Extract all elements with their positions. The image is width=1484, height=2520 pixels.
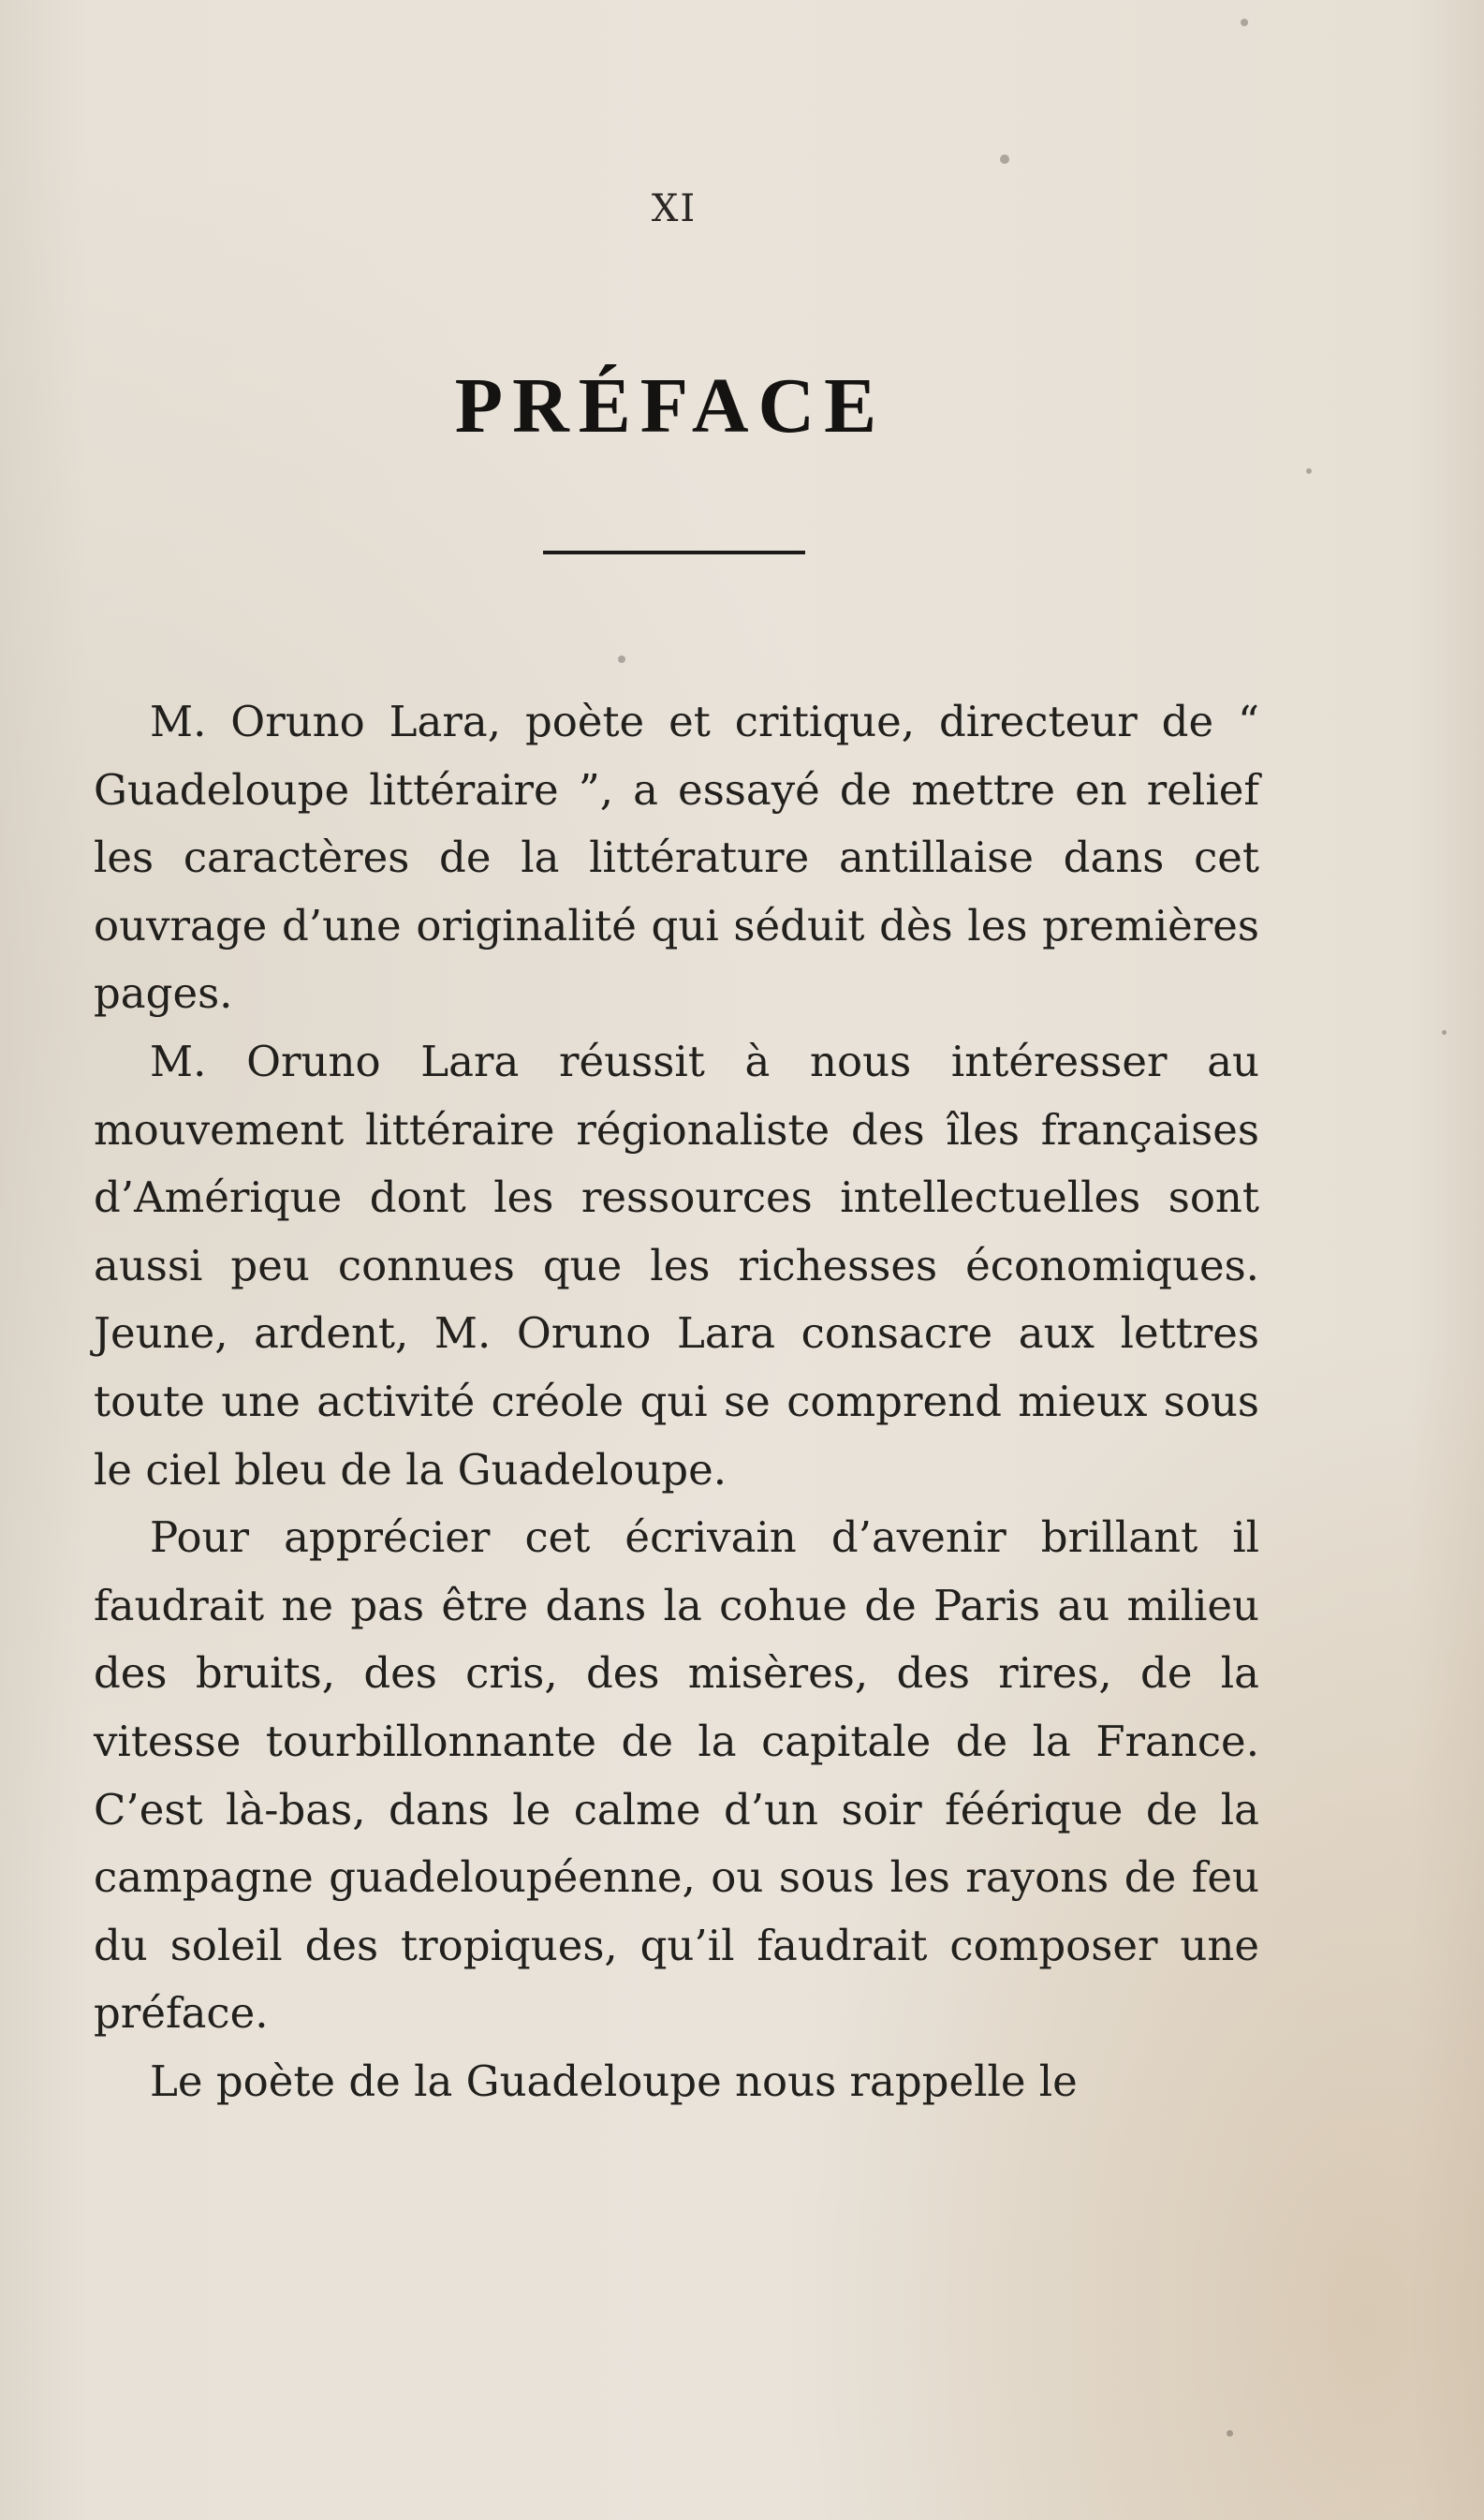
paragraph-1: M. Oruno Lara, poète et critique, directeur de “ Guadeloupe littéraire ”, a essayé de mettre en relief les caractères de la littérature antillaise dans cet ouvrage d’une originalité qui séduit dès les premières pages. bbox=[94, 697, 1259, 1019]
paper-speck bbox=[618, 656, 625, 663]
paper-speck bbox=[1442, 1030, 1447, 1035]
paragraph-4: Le poète de la Guadeloupe nous rappelle le bbox=[150, 2056, 1078, 2106]
body-text bbox=[94, 688, 1259, 2115]
chapter-title: PRÉFACE bbox=[454, 362, 887, 449]
paragraph-3: Pour apprécier cet écrivain d’avenir brillant il faudrait ne pas être dans la cohue de Paris au milieu des bruits, des cris, des misères, des rires, de la vitesse tourbillonnante de la capitale de la France. C’est là-bas, dans le calme d’un soir féérique de la campagne guadeloupéenne, ou sous les rayons de feu du soleil des tropiques, qu’il faudrait composer une préface. bbox=[94, 1512, 1259, 2039]
paper-speck bbox=[1241, 19, 1248, 26]
page-number: XI bbox=[651, 187, 698, 230]
paper-speck bbox=[1227, 2430, 1233, 2437]
paper-speck bbox=[1000, 155, 1009, 164]
title-rule-divider bbox=[543, 551, 805, 554]
paragraph-2: M. Oruno Lara réussit à nous intéresser au mouvement littéraire régionaliste des îles françaises d’Amérique dont les ressources intellectuelles sont aussi peu connues que les richesses économiques. Jeune, ardent, M. Oruno Lara consacre aux lettres toute une activité créole qui se comprend mieux sous le ciel bleu de la Guadeloupe. bbox=[94, 1036, 1259, 1495]
paper-speck bbox=[1306, 468, 1312, 474]
